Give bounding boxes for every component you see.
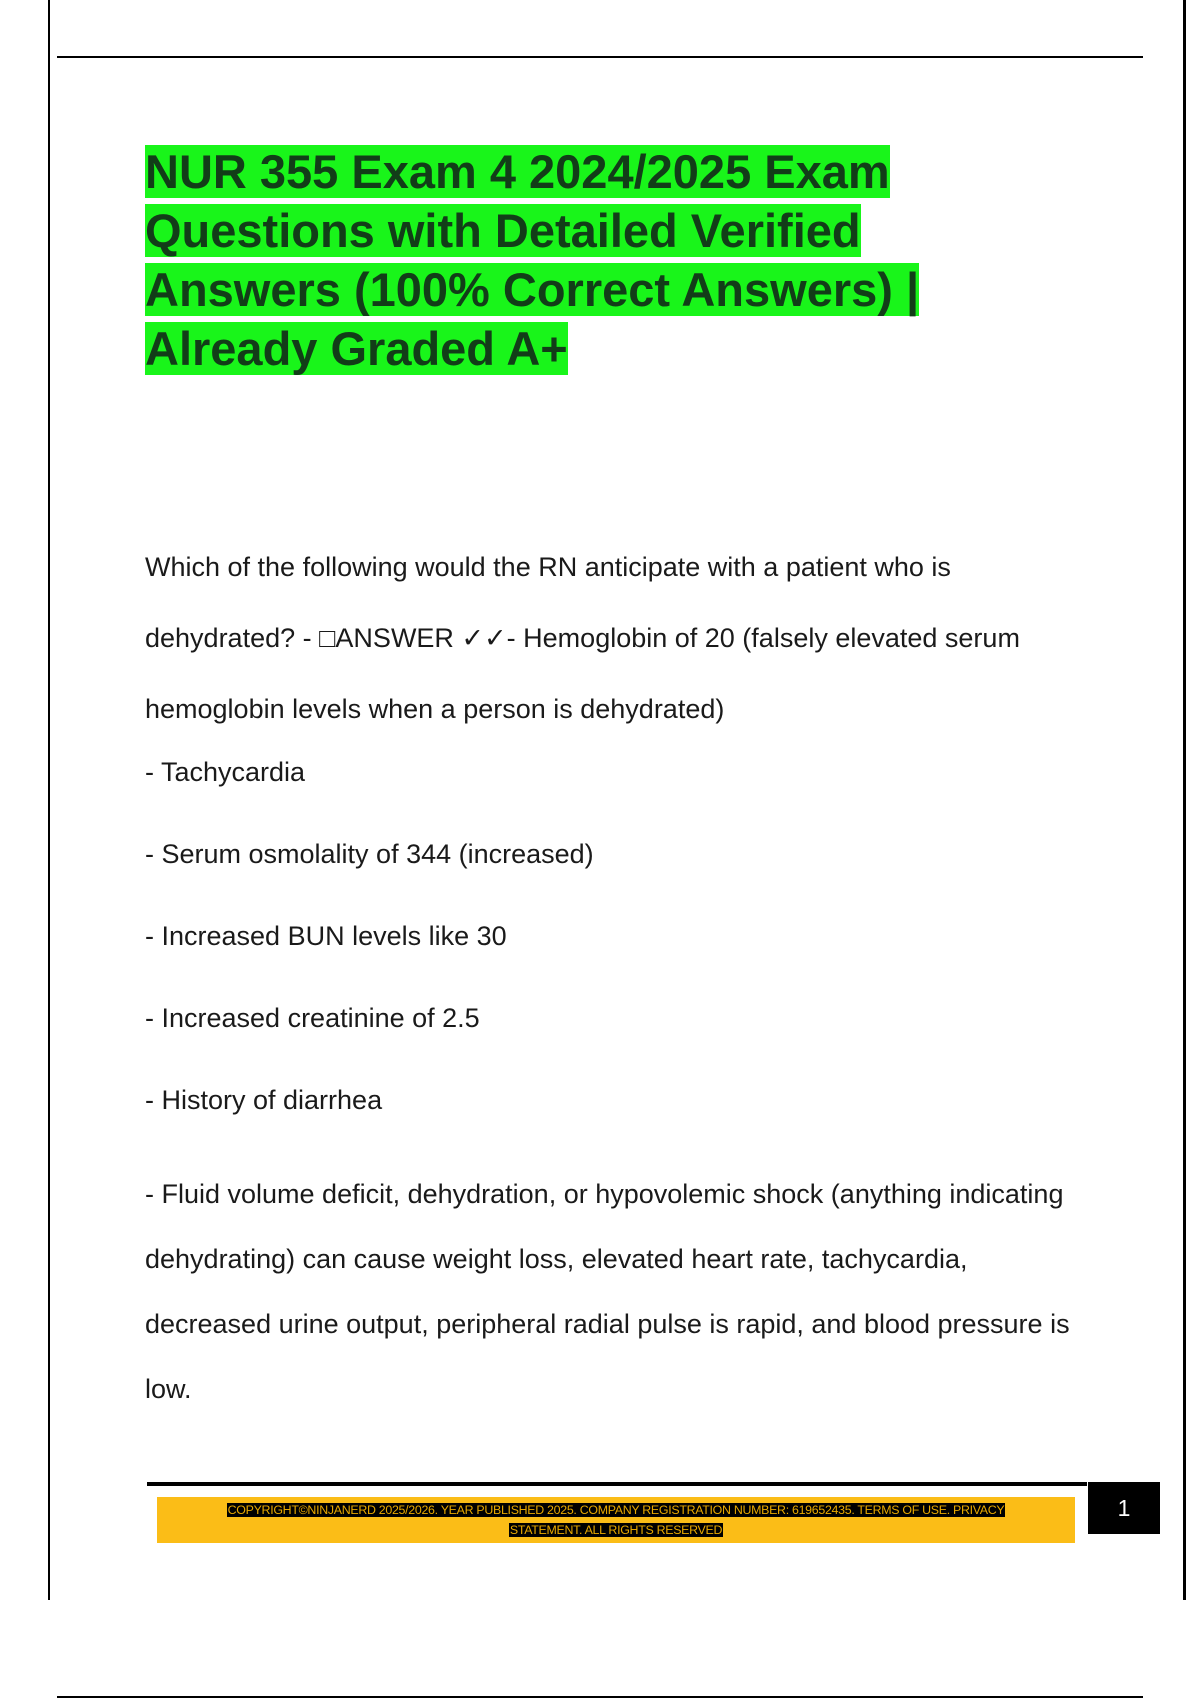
copyright-line-2: STATEMENT. ALL RIGHTS RESERVED — [509, 1523, 723, 1537]
next-page-rule — [57, 1696, 1143, 1698]
answer-point: - Tachycardia — [145, 757, 306, 787]
header-rule — [57, 56, 1143, 58]
title-line-3: Answers (100% Correct Answers) | — [145, 263, 920, 316]
title-line-1: NUR 355 Exam 4 2024/2025 Exam — [145, 145, 890, 198]
question-text: Which of the following would the RN anticipate with a patient who is dehydrated? - □ANSWER ✓✓- Hemoglobin of 20 (falsely elevated serum hemoglobin levels when a person is dehydrated) — [145, 552, 1020, 724]
title-line-2: Questions with Detailed Verified — [145, 204, 861, 257]
copyright-line-1: COPYRIGHT©NINJANERD 2025/2026. YEAR PUBLISHED 2025. COMPANY REGISTRATION NUMBER: 619652435. TERMS OF USE. PRIVACY — [227, 1503, 1005, 1517]
footer-rule — [147, 1482, 1087, 1486]
answer-point: - Increased creatinine of 2.5 — [145, 1003, 480, 1033]
answer-list — [145, 752, 1085, 1422]
title-line-4: Already Graded A+ — [145, 322, 568, 375]
document-title — [145, 142, 975, 378]
page-right-border — [1183, 0, 1186, 1600]
copyright-footer — [157, 1497, 1075, 1543]
answer-point-explanation: - Fluid volume deficit, dehydration, or hypovolemic shock (anything indicating dehydrating) can cause weight loss, elevated heart rate, tachycardia, decreased urine output, peripheral radial pulse is rapid, and blood pressure is low. — [145, 1179, 1070, 1404]
answer-point: - History of diarrhea — [145, 1085, 383, 1115]
answer-point: - Increased BUN levels like 30 — [145, 921, 507, 951]
page-left-border — [48, 0, 50, 1600]
answer-point: - Serum osmolality of 344 (increased) — [145, 839, 594, 869]
page-number: 1 — [1088, 1482, 1160, 1534]
